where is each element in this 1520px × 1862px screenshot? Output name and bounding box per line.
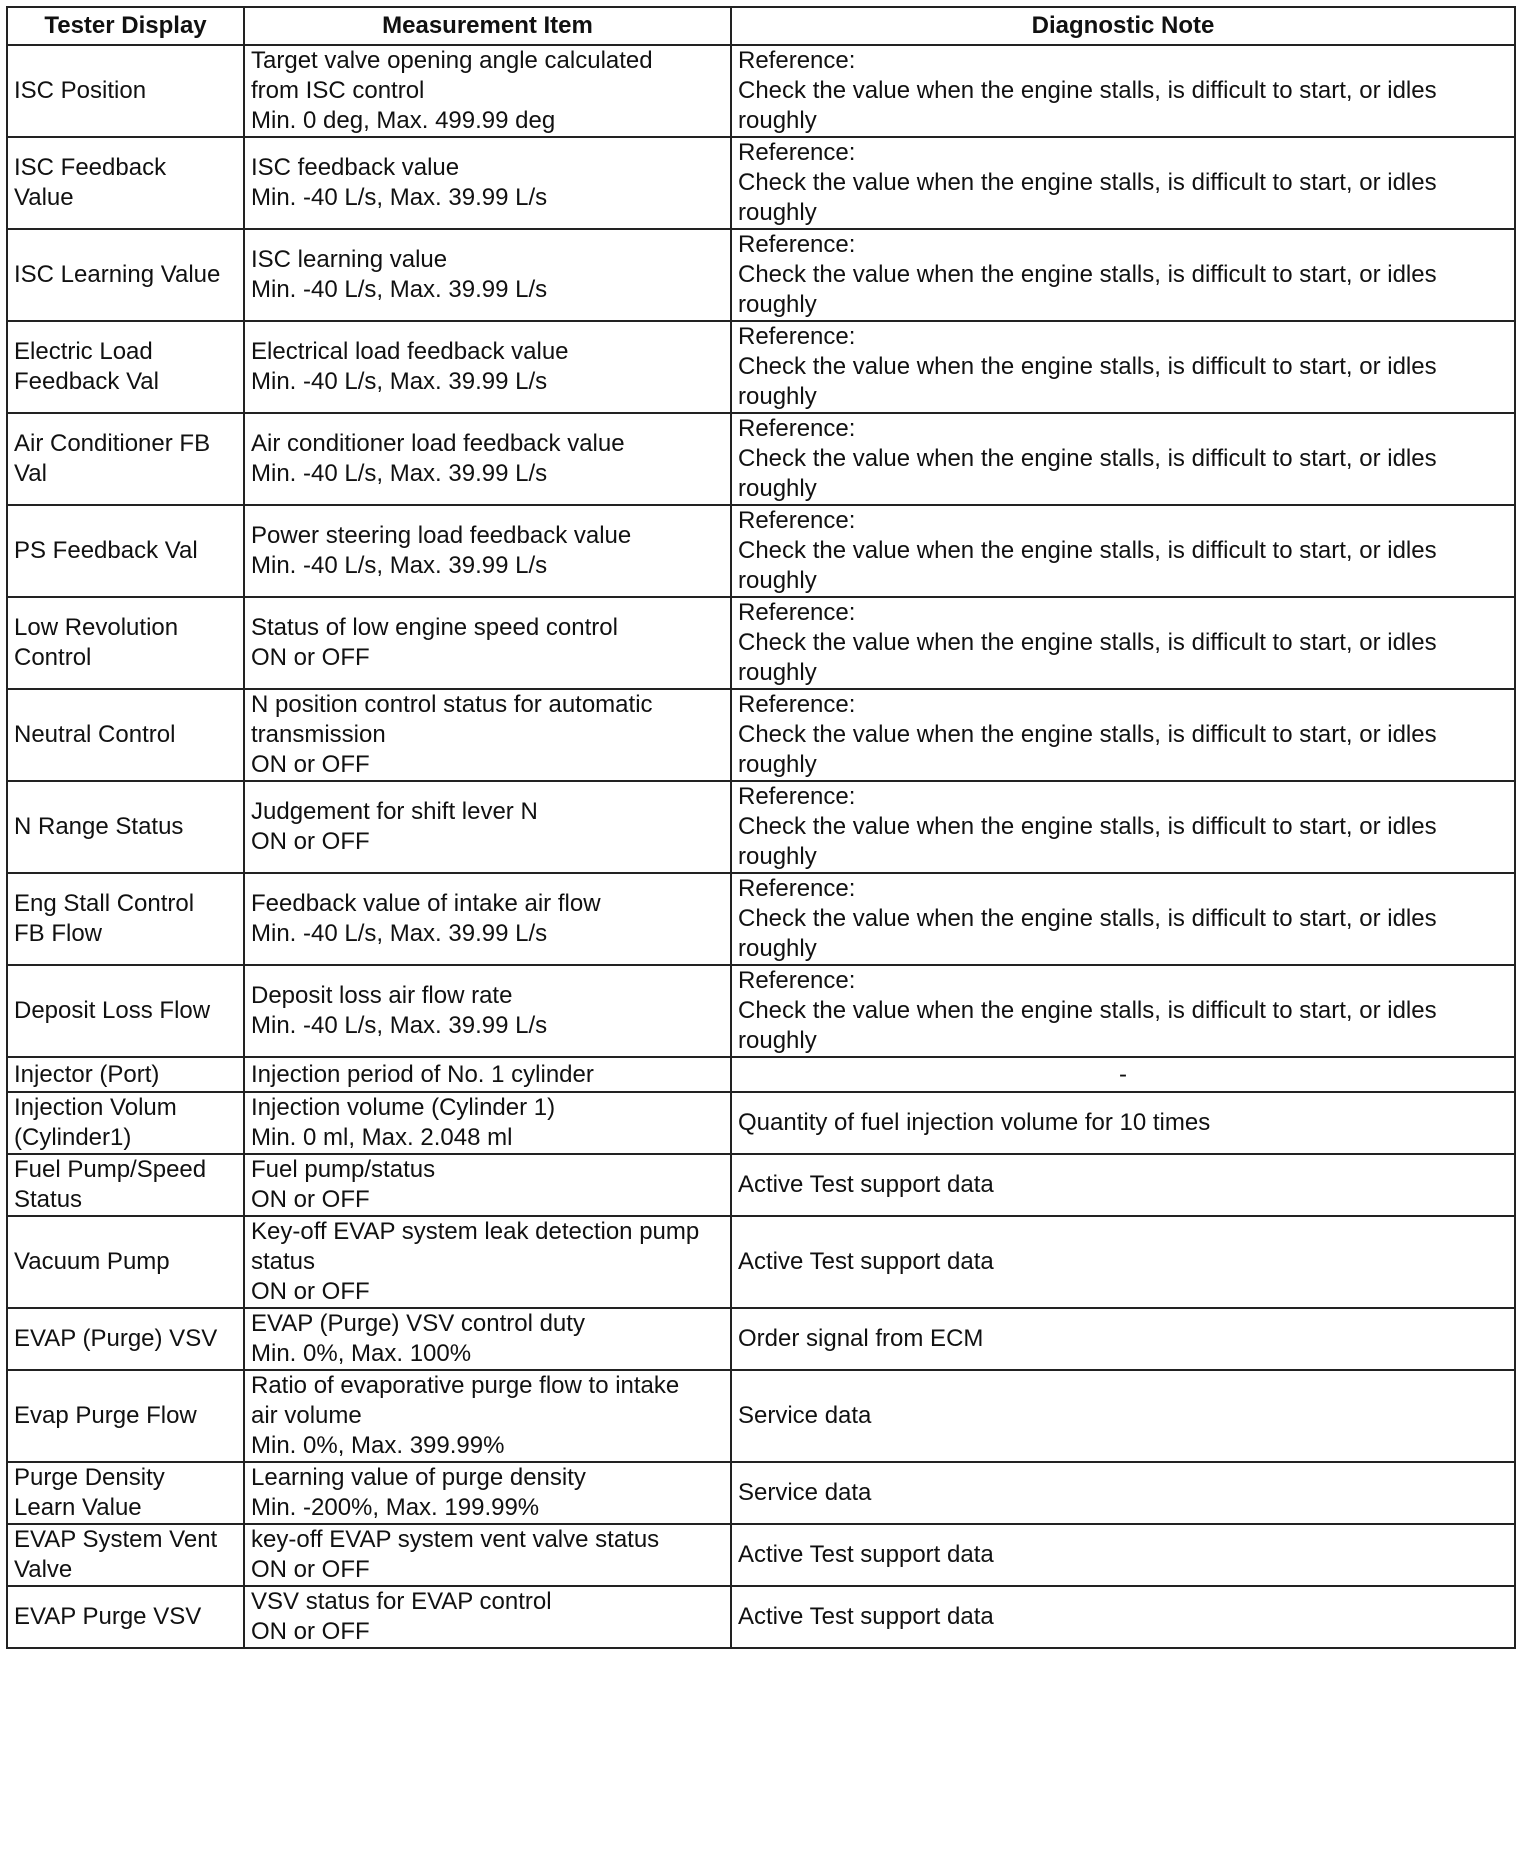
tester-display-cell [7,1057,244,1092]
cell-text-line: roughly [738,383,817,410]
cell-text-line: Check the value when the engine stalls, is difficult to start, or idles [738,629,1437,656]
cell-text-line: Reference: [738,139,856,166]
measurement-item-cell [244,1092,731,1154]
tester-display-cell [7,689,244,781]
cell-text-line: EVAP Purge VSV [14,1603,202,1630]
data-monitor-table [6,6,1516,1649]
cell-text-line: Min. 0 deg, Max. 499.99 deg [251,107,556,134]
cell-text-line: roughly [738,659,817,686]
measurement-item-cell [244,413,731,505]
cell-text-line: Check the value when the engine stalls, is difficult to start, or idles [738,905,1437,932]
cell-text-line: ON or OFF [251,1618,370,1645]
cell-text-line: EVAP (Purge) VSV control duty [251,1310,585,1337]
cell-text-line: Power steering load feedback value [251,522,632,549]
cell-text-line: Fuel pump/status [251,1156,436,1183]
cell-text-line: Active Test support data [738,1603,994,1630]
tester-display-cell [7,597,244,689]
cell-text-line: N Range Status [14,813,184,840]
cell-text-line: roughly [738,291,817,318]
cell-text-line: Purge Density [14,1464,165,1491]
cell-text-line: roughly [738,1027,817,1054]
cell-text-line: Ratio of evaporative purge flow to intake [251,1372,680,1399]
cell-text-line: Reference: [738,967,856,994]
table-row [7,1216,1515,1308]
diagnostic-note-cell [731,1308,1515,1370]
cell-text-line: PS Feedback Val [14,537,198,564]
diagnostic-note-cell [731,1524,1515,1586]
cell-text-line: Active Test support data [738,1248,994,1275]
tester-display-cell [7,45,244,137]
cell-text-line: Check the value when the engine stalls, is difficult to start, or idles [738,353,1437,380]
cell-text-line: N position control status for automatic [251,691,653,718]
table-row [7,137,1515,229]
cell-text-line: roughly [738,107,817,134]
cell-text-line: roughly [738,475,817,502]
diagnostic-note-cell [731,1370,1515,1462]
measurement-item-cell [244,45,731,137]
table-header-row [7,7,1515,45]
tester-display-cell [7,1092,244,1154]
cell-text-line: FB Flow [14,920,103,947]
cell-text-line: Reference: [738,231,856,258]
cell-text-line: air volume [251,1402,362,1429]
table-row [7,873,1515,965]
cell-text-line: Injector (Port) [14,1060,160,1088]
cell-text-line: from ISC control [251,77,425,104]
table-row [7,1462,1515,1524]
cell-text-line: Control [14,644,92,671]
cell-text-line: Reference: [738,507,856,534]
cell-text-line: ON or OFF [251,751,370,778]
table-row [7,1308,1515,1370]
diagnostic-note-cell [731,1057,1515,1092]
table-row [7,505,1515,597]
tester-display-cell [7,137,244,229]
measurement-item-cell [244,1524,731,1586]
cell-text-line: Quantity of fuel injection volume for 10 times [738,1109,1211,1136]
cell-text-line: Service data [738,1479,872,1506]
tester-display-cell [7,965,244,1057]
tester-display-cell [7,1154,244,1216]
cell-text-line: Min. 0%, Max. 399.99% [251,1432,505,1459]
cell-text-line: Evap Purge Flow [14,1402,197,1429]
tester-display-cell [7,1216,244,1308]
cell-text-line: Low Revolution [14,614,179,641]
cell-text-line: ON or OFF [251,1556,370,1583]
cell-text-line: Min. 0 ml, Max. 2.048 ml [251,1124,513,1151]
cell-text-line: ISC Learning Value [14,261,221,288]
cell-text-line: Feedback value of intake air flow [251,890,601,917]
diagnostic-note-cell [731,137,1515,229]
cell-text-line: Neutral Control [14,721,176,748]
cell-text-line: Reference: [738,783,856,810]
cell-text-line: Active Test support data [738,1541,994,1568]
header-tester-display: Tester Display [7,7,244,45]
cell-text-line: Min. -40 L/s, Max. 39.99 L/s [251,460,548,487]
diagnostic-note-cell [731,1154,1515,1216]
cell-text-line: EVAP System Vent [14,1526,218,1553]
table-row [7,781,1515,873]
cell-text-line: Check the value when the engine stalls, is difficult to start, or idles [738,77,1437,104]
cell-text-line: ISC Position [14,77,147,104]
table-row [7,321,1515,413]
table-row [7,45,1515,137]
table-row [7,1092,1515,1154]
cell-text-line: ISC feedback value [251,154,460,181]
tester-display-cell [7,321,244,413]
cell-text-line: Air Conditioner FB [14,430,211,457]
measurement-item-cell [244,137,731,229]
cell-text-line: - [1119,1060,1127,1088]
measurement-item-cell [244,1308,731,1370]
diagnostic-note-cell [731,873,1515,965]
cell-text-line: Reference: [738,47,856,74]
measurement-item-cell [244,1462,731,1524]
cell-text-line: EVAP (Purge) VSV [14,1325,218,1352]
cell-text-line: Min. -40 L/s, Max. 39.99 L/s [251,184,548,211]
cell-text-line: Injection Volum [14,1094,177,1121]
diagnostic-note-cell [731,1216,1515,1308]
diagnostic-note-cell [731,505,1515,597]
measurement-item-cell [244,597,731,689]
table-row [7,597,1515,689]
diagnostic-note-cell [731,597,1515,689]
cell-text-line: Min. -200%, Max. 199.99% [251,1494,540,1521]
measurement-item-cell [244,321,731,413]
cell-text-line: Reference: [738,323,856,350]
cell-text-line: Check the value when the engine stalls, is difficult to start, or idles [738,169,1437,196]
cell-text-line: Deposit loss air flow rate [251,982,513,1009]
tester-display-cell [7,1524,244,1586]
measurement-item-cell [244,1057,731,1092]
tester-display-cell [7,1462,244,1524]
cell-text-line: Min. -40 L/s, Max. 39.99 L/s [251,276,548,303]
cell-text-line: Electrical load feedback value [251,338,569,365]
tester-display-cell [7,1370,244,1462]
measurement-item-cell [244,1370,731,1462]
cell-text-line: key-off EVAP system vent valve status [251,1526,660,1553]
cell-text-line: ON or OFF [251,1278,370,1305]
cell-text-line: Check the value when the engine stalls, is difficult to start, or idles [738,261,1437,288]
table-row [7,965,1515,1057]
cell-text-line: Value [14,184,74,211]
cell-text-line: transmission [251,721,386,748]
header-measurement-item: Measurement Item [244,7,731,45]
cell-text-line: Check the value when the engine stalls, is difficult to start, or idles [738,813,1437,840]
cell-text-line: Valve [14,1556,73,1583]
cell-text-line: Check the value when the engine stalls, is difficult to start, or idles [738,445,1437,472]
cell-text-line: Status of low engine speed control [251,614,618,641]
table-row [7,1057,1515,1092]
cell-text-line: Val [14,460,47,487]
cell-text-line: roughly [738,751,817,778]
cell-text-line: Judgement for shift lever N [251,798,538,825]
cell-text-line: Air conditioner load feedback value [251,430,625,457]
measurement-item-cell [244,1216,731,1308]
tester-display-cell [7,781,244,873]
cell-text-line: Vacuum Pump [14,1248,170,1275]
cell-text-line: Reference: [738,599,856,626]
cell-text-line: status [251,1248,316,1275]
cell-text-line: Reference: [738,415,856,442]
table-row [7,1370,1515,1462]
cell-text-line: Check the value when the engine stalls, is difficult to start, or idles [738,721,1437,748]
table-body [7,45,1515,1648]
tester-display-cell [7,1308,244,1370]
diagnostic-note-cell [731,1586,1515,1648]
cell-text-line: Service data [738,1402,872,1429]
cell-text-line: Deposit Loss Flow [14,997,211,1024]
cell-text-line: Status [14,1186,83,1213]
cell-text-line: roughly [738,199,817,226]
cell-text-line: Min. -40 L/s, Max. 39.99 L/s [251,368,548,395]
cell-text-line: Eng Stall Control [14,890,195,917]
table-row [7,413,1515,505]
cell-text-line: VSV status for EVAP control [251,1588,552,1615]
cell-text-line: Learn Value [14,1494,142,1521]
diagnostic-note-cell [731,965,1515,1057]
cell-text-line: Target valve opening angle calculated [251,47,653,74]
measurement-item-cell [244,781,731,873]
cell-text-line: roughly [738,935,817,962]
diagnostic-note-cell [731,229,1515,321]
table-row [7,1154,1515,1216]
cell-text-line: Min. -40 L/s, Max. 39.99 L/s [251,1012,548,1039]
cell-text-line: (Cylinder1) [14,1124,132,1151]
table-row [7,1586,1515,1648]
table-row [7,1524,1515,1586]
measurement-item-cell [244,689,731,781]
tester-display-cell [7,229,244,321]
cell-text-line: Active Test support data [738,1171,994,1198]
cell-text-line: ISC learning value [251,246,448,273]
tester-display-cell [7,1586,244,1648]
cell-text-line: Injection period of No. 1 cylinder [251,1060,594,1088]
cell-text-line: Feedback Val [14,368,159,395]
tester-display-cell [7,505,244,597]
cell-text-line: Fuel Pump/Speed [14,1156,207,1183]
table-row [7,689,1515,781]
diagnostic-note-cell [731,689,1515,781]
cell-text-line: Reference: [738,691,856,718]
cell-text-line: Order signal from ECM [738,1325,984,1352]
measurement-item-cell [244,229,731,321]
cell-text-line: ON or OFF [251,644,370,671]
diagnostic-note-cell [731,413,1515,505]
table-row [7,229,1515,321]
cell-text-line: Min. -40 L/s, Max. 39.99 L/s [251,552,548,579]
cell-text-line: Min. 0%, Max. 100% [251,1340,472,1367]
tester-display-cell [7,413,244,505]
tester-display-cell [7,873,244,965]
header-diagnostic-note: Diagnostic Note [731,7,1515,45]
measurement-item-cell [244,505,731,597]
cell-text-line: ON or OFF [251,1186,370,1213]
cell-text-line: ON or OFF [251,828,370,855]
cell-text-line: roughly [738,843,817,870]
cell-text-line: Reference: [738,875,856,902]
cell-text-line: ISC Feedback [14,154,167,181]
diagnostic-note-cell [731,1092,1515,1154]
cell-text-line: Key-off EVAP system leak detection pump [251,1218,700,1245]
measurement-item-cell [244,1586,731,1648]
cell-text-line: Min. -40 L/s, Max. 39.99 L/s [251,920,548,947]
diagnostic-note-cell [731,1462,1515,1524]
measurement-item-cell [244,873,731,965]
diagnostic-note-cell [731,45,1515,137]
measurement-item-cell [244,965,731,1057]
cell-text-line: Learning value of purge density [251,1464,586,1491]
cell-text-line: Electric Load [14,338,153,365]
diagnostic-note-cell [731,321,1515,413]
cell-text-line: Check the value when the engine stalls, is difficult to start, or idles [738,997,1437,1024]
cell-text-line: roughly [738,567,817,594]
cell-text-line: Injection volume (Cylinder 1) [251,1094,556,1121]
diagnostic-note-cell [731,781,1515,873]
cell-text-line: Check the value when the engine stalls, is difficult to start, or idles [738,537,1437,564]
measurement-item-cell [244,1154,731,1216]
